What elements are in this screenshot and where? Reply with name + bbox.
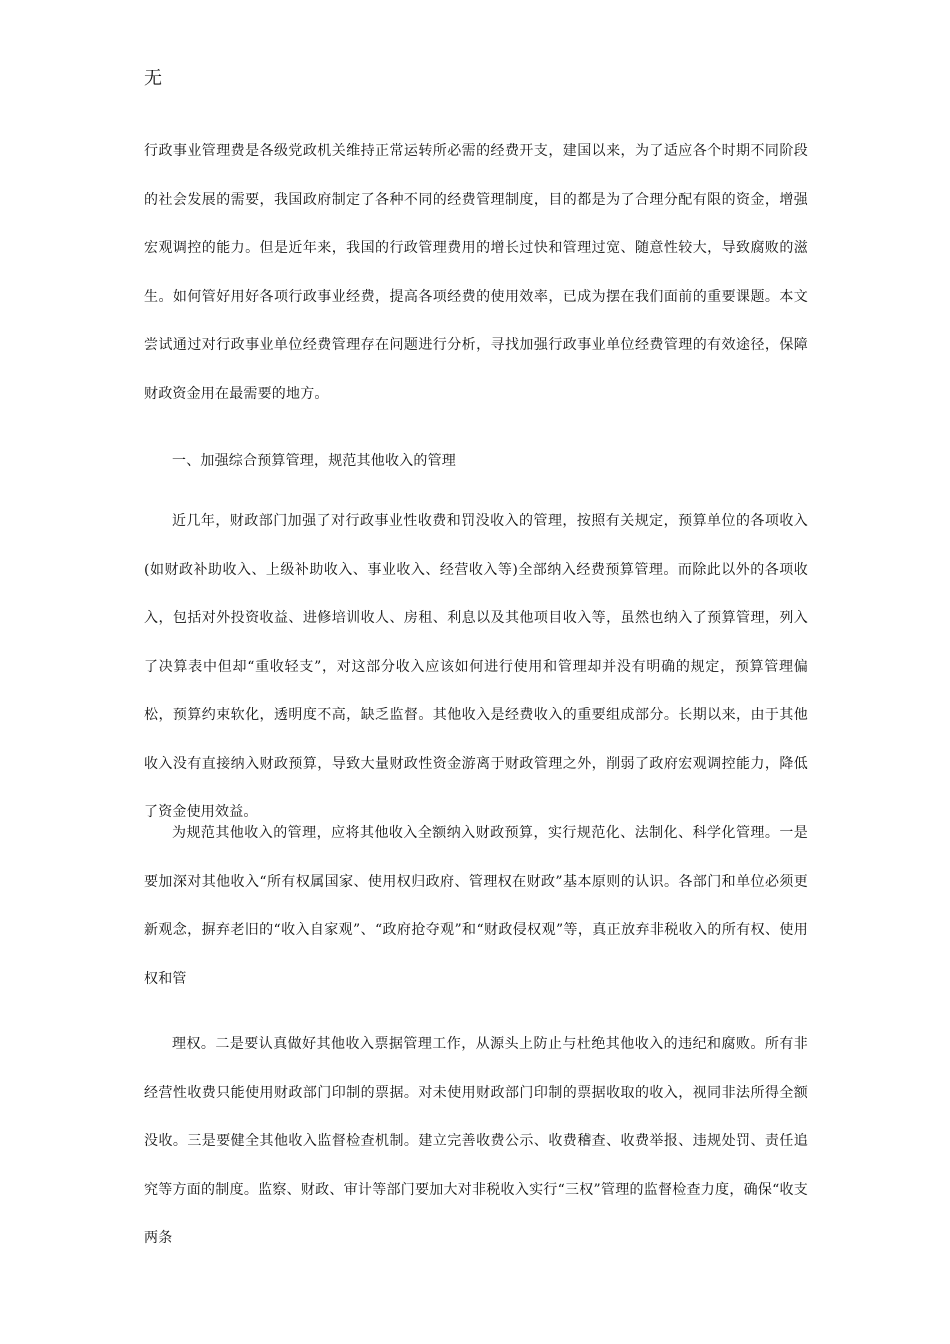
paragraph-other-income-issues: 近几年，财政部门加强了对行政事业性收费和罚没收入的管理，按照有关规定，预算单位的各项收入(如财政补助收入、上级补助收入、事业收入、经营收入等)全部纳入经费预算管理。而除此以外的各项收入，包括对外投资收益、进修培训收人、房租、利息以及其他项目收入等，虽然也纳入了预算管理，列入了决算表中但却“重收轻支”，对这部分收入应该如何进行使用和管理却并没有明确的规定，预算管理偏松，预算约束软化，透明度不高，缺乏监督。其他收入是经费收入的重要组成部分。长期以来，由于其他收入没有直接纳入财政预算，导致大量财政性资金游离于财政管理之外，削弱了政府宏观调控能力，降低了资金使用效益。 bbox=[144, 513, 808, 820]
paragraph-invoice-supervision: 理权。二是要认真做好其他收入票据管理工作，从源头上防止与杜绝其他收入的违纪和腐败。所有非经营性收费只能使用财政部门印制的票据。对未使用财政部门印制的票据收取的收入，视同非法所得全额没收。三是要健全其他收入监督检查机制。建立完善收费公示、收费稽查、收费举报、违规处罚、责任追究等方面的制度。监察、财政、审计等部门要加大对非税收入实行“三权”管理的监督检查力度，确保“收支两条 bbox=[144, 1036, 808, 1246]
heading-mark: 无 bbox=[144, 68, 162, 89]
paragraph-intro: 行政事业管理费是各级党政机关维持正常运转所必需的经费开支，建国以来，为了适应各个时期不同阶段的社会发展的需要，我国政府制定了各种不同的经费管理制度，目的都是为了合理分配有限的资金，增强宏观调控的能力。但是近年来，我国的行政管理费用的增长过快和管理过宽、随意性较大，导致腐败的滋生。如何管好用好各项行政事业经费，提高各项经费的使用效率，已成为摆在我们面前的重要课题。本文尝试通过对行政事业单位经费管理存在问题进行分析，寻找加强行政事业单位经费管理的有效途径，保障财政资金用在最需要的地方。 bbox=[144, 143, 808, 402]
paragraph-other-income-reform: 为规范其他收入的管理，应将其他收入全额纳入财政预算，实行规范化、法制化、科学化管理。一是要加深对其他收入“所有权属国家、使用权归政府、管理权在财政”基本原则的认识。各部门和单位必须更新观念，摒弃老旧的“收入自家观”、“政府抢夺观”和“财政侵权观”等，真正放弃非税收入的所有权、使用权和管 bbox=[144, 825, 808, 987]
section-heading-1: 一、加强综合预算管理，规范其他收入的管理 bbox=[172, 453, 456, 469]
